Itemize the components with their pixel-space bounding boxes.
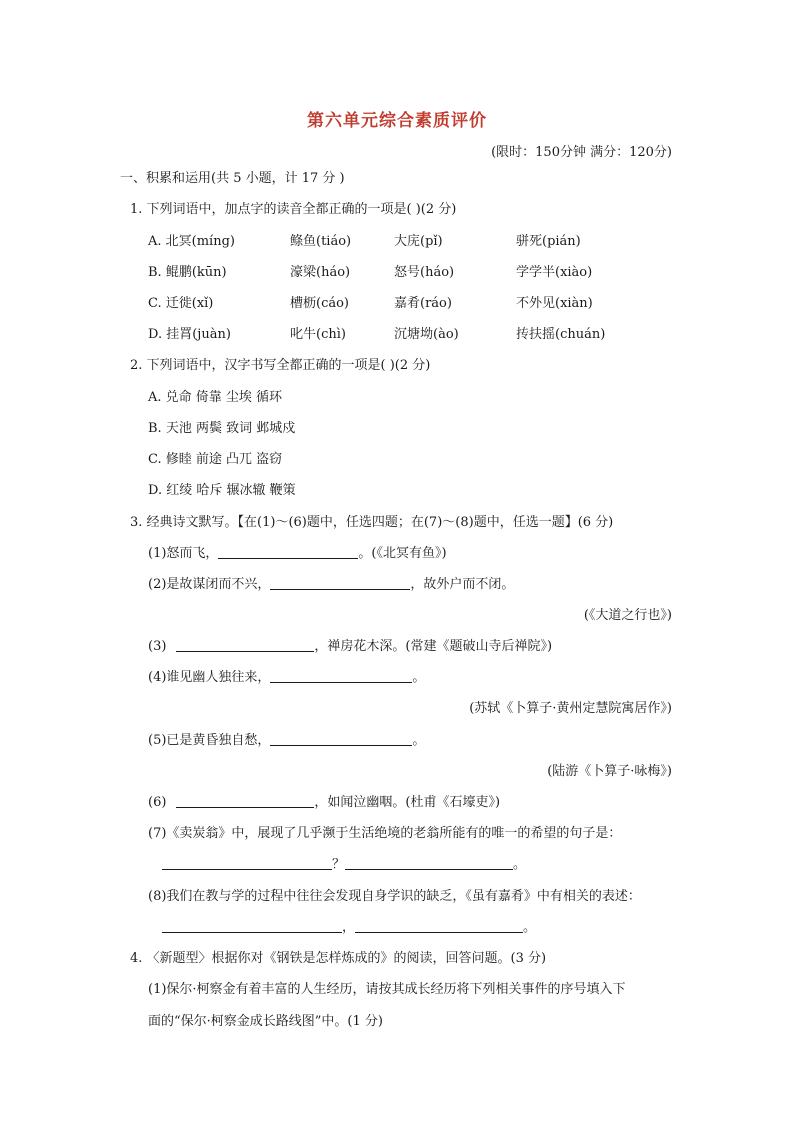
answer-blank[interactable] (270, 669, 412, 683)
q2-option-a: A. 兑命 倚靠 尘埃 循环 (148, 390, 283, 405)
q1-option-a-word: 大庑(pǐ) (394, 234, 443, 249)
q3-line-7: (7)《卖炭翁》中，展现了几乎濒于生活绝境的老翁所能有的唯一的希望的句子是： (148, 826, 622, 841)
q4-part-1-line-1: (1)保尔·柯察金有着丰富的人生经历，请按其成长经历将下列相关事件的序号填入下 (148, 982, 626, 997)
q1-option-c-word: 嘉肴(ráo) (394, 296, 452, 311)
q2-option-c: C. 修睦 前途 凸兀 盗窃 (148, 452, 283, 467)
q3-line-5-end: 。 (412, 733, 426, 748)
q3-line-8-answer (162, 916, 536, 935)
q3-line-8-comma: ， (342, 920, 356, 935)
q3-line-3-text: ，禅房花木深。(常建《题破山寺后禅院》) (314, 639, 553, 654)
answer-blank[interactable] (176, 794, 314, 808)
q3-line-3 (148, 635, 552, 654)
q2-option-b: B. 天池 两鬓 致词 邺城戍 (148, 421, 296, 436)
q3-line-4-source: (苏轼《卜算子·黄州定慧院寓居作》) (469, 701, 672, 716)
question-2-stem: 2. 下列词语中，汉字书写全都正确的一项是( )(2 分) (130, 358, 431, 373)
q3-line-4-text: (4)谁见幽人独往来， (148, 670, 271, 685)
q1-option-d-word: 抟扶摇(chuán) (516, 327, 606, 342)
q1-option-c-word: 槽枥(cáo) (290, 296, 350, 311)
page-title: 第六单元综合素质评价 (307, 111, 487, 131)
q2-option-d: D. 红绫 哈斥 辗冰辙 鞭策 (148, 483, 296, 498)
answer-blank[interactable] (270, 576, 410, 590)
q1-option-b-word: 濠梁(háo) (290, 265, 351, 280)
q3-line-6-text: ，如闻泣幽咽。(杜甫《石壕吏》) (314, 795, 501, 810)
q1-option-c-word: 不外见(xiàn) (516, 296, 593, 311)
q1-option-d-word: 沉塘坳(ào) (394, 327, 459, 342)
q3-line-1-text: (1)怒而飞， (148, 546, 219, 561)
question-4-stem: 4. 〈新题型〉根据你对《钢铁是怎样炼成的》的阅读，回答问题。(3 分) (130, 951, 547, 966)
section-heading: 一、积累和运用(共 5 小题，计 17 分 ) (120, 171, 345, 186)
answer-blank[interactable] (270, 732, 412, 746)
q3-line-1 (148, 542, 447, 561)
q1-option-b: B. 鲲鹏(kūn) (148, 265, 227, 280)
q3-line-8: (8)我们在教与学的过程中往往会发现自身学识的缺乏，《虽有嘉肴》中有相关的表述： (148, 889, 641, 904)
q1-option-b-word: 怒号(háo) (394, 265, 455, 280)
q3-line-2-source: (《大道之行也》) (583, 608, 672, 623)
q1-option-b-word: 学学半(xiào) (516, 265, 593, 280)
q3-line-2-text: (2)是故谋闭而不兴， (148, 577, 271, 592)
q3-line-2 (148, 573, 514, 592)
q3-line-7-answer (162, 853, 526, 872)
question-1-stem: 1. 下列词语中，加点字的读音全都正确的一项是( )(2 分) (130, 202, 457, 217)
q3-line-5-source: (陆游《卜算子·咏梅》) (547, 764, 672, 779)
q1-option-a: A. 北冥(míng) (148, 234, 235, 249)
q3-line-6 (148, 791, 500, 810)
question-3-stem: 3. 经典诗文默写。【在(1)～(6)题中，任选四题；在(7)～(8)题中，任选一题】(6 分) (130, 515, 614, 530)
answer-blank[interactable] (162, 919, 342, 933)
q3-line-4 (148, 666, 425, 685)
q3-line-1-source: 。(《北冥有鱼》) (358, 546, 447, 561)
answer-blank[interactable] (176, 638, 314, 652)
answer-blank[interactable] (345, 856, 513, 870)
q3-line-5-text: (5)已是黄昏独自愁， (148, 733, 271, 748)
q1-option-a-word: 骈死(pián) (516, 234, 581, 249)
q3-line-7-end: 。 (513, 857, 527, 872)
q1-option-a-word: 鲦鱼(tiáo) (290, 234, 352, 249)
q1-option-c: C. 迁徙(xǐ) (148, 296, 214, 311)
answer-blank[interactable] (162, 856, 332, 870)
q3-line-3-number: (3) (148, 639, 167, 654)
q3-line-6-number: (6) (148, 795, 167, 810)
q3-line-4-end: 。 (412, 670, 426, 685)
q4-part-1-line-2: 面的“保尔·柯察金成长路线图”中。(1 分) (148, 1014, 383, 1029)
q1-option-d-word: 叱牛(chì) (290, 327, 346, 342)
q3-line-2-text-end: ，故外户而不闭。 (410, 577, 515, 592)
q3-line-5 (148, 729, 425, 748)
time-score-limits: (限时：150分钟 满分：120分) (491, 145, 672, 160)
answer-blank[interactable] (355, 919, 523, 933)
q3-line-8-end: 。 (523, 920, 537, 935)
q3-line-7-question-mark: ？ (332, 857, 346, 872)
q1-option-d: D. 挂罥(juàn) (148, 327, 231, 342)
answer-blank[interactable] (218, 545, 358, 559)
